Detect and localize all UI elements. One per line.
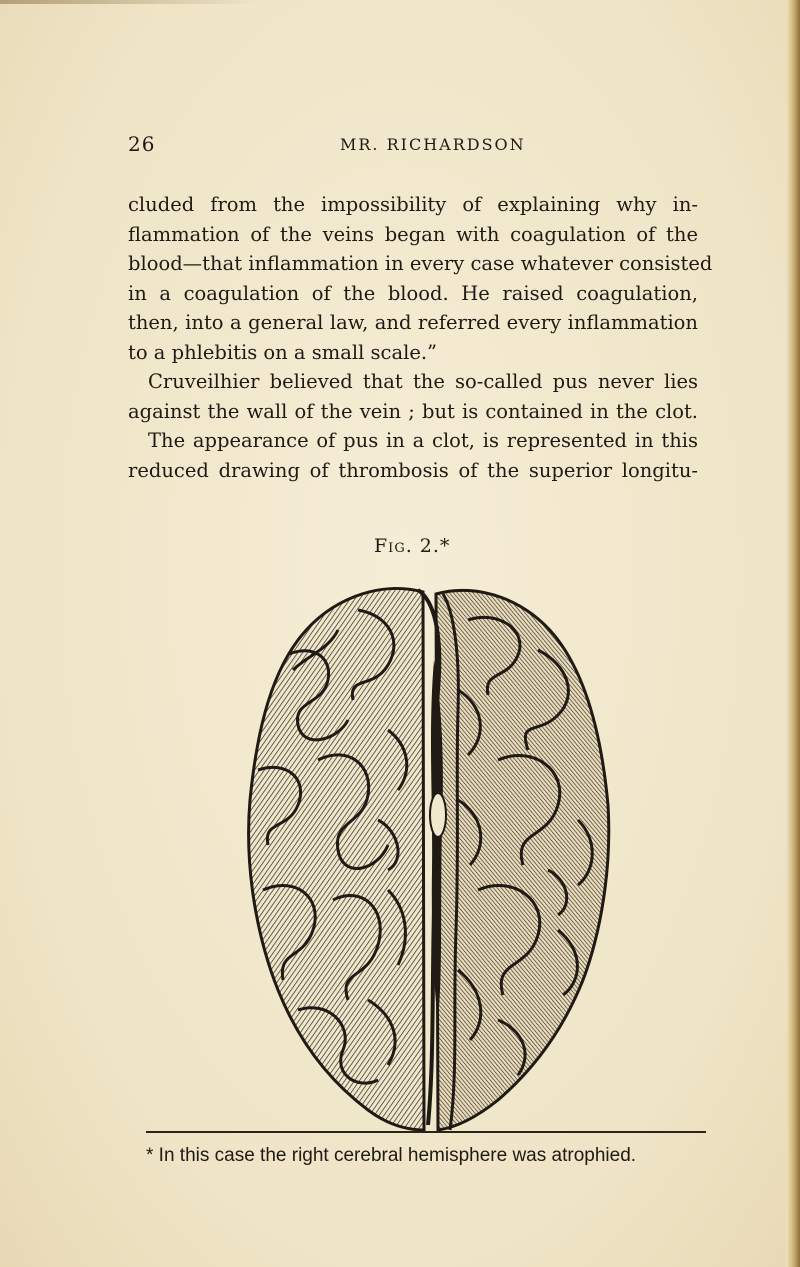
text-line: Cruveilhier believed that the so-called pus never lies <box>148 370 698 393</box>
page-top-edge <box>0 0 260 4</box>
text-line: blood—that inflammation in every case whatever consisted <box>128 252 713 275</box>
right-hemisphere <box>436 590 609 1130</box>
text-line: flammation of the veins began with coagulation of the <box>128 222 698 246</box>
left-hemisphere <box>249 589 424 1130</box>
text-line: then, into a general law, and referred every inflammation <box>128 311 698 334</box>
text-line: cluded from the impossibility of explaining why in- <box>128 193 698 216</box>
page-spine-edge <box>786 0 800 1267</box>
figure-caption: Fig. 2.* <box>374 535 451 557</box>
footnote: * In this case the right cerebral hemisphere was atrophied. <box>146 1145 637 1166</box>
page-header <box>128 132 688 158</box>
page-number: 26 <box>128 132 156 156</box>
text-line: The appearance of pus in a clot, is represented in this <box>148 429 698 452</box>
text-line: in a coagulation of the blood. He raised coagulation, <box>128 281 698 305</box>
text-line: to a phlebitis on a small scale.” <box>128 340 438 364</box>
text-line: reduced drawing of thrombosis of the superior longitu- <box>128 458 698 482</box>
running-head: MR. RICHARDSON <box>340 135 526 154</box>
body-text <box>128 190 713 485</box>
footnote-rule <box>146 1131 706 1133</box>
brain-figure <box>238 570 618 1160</box>
text-line: against the wall of the vein ; but is contained in the clot. <box>128 399 698 423</box>
